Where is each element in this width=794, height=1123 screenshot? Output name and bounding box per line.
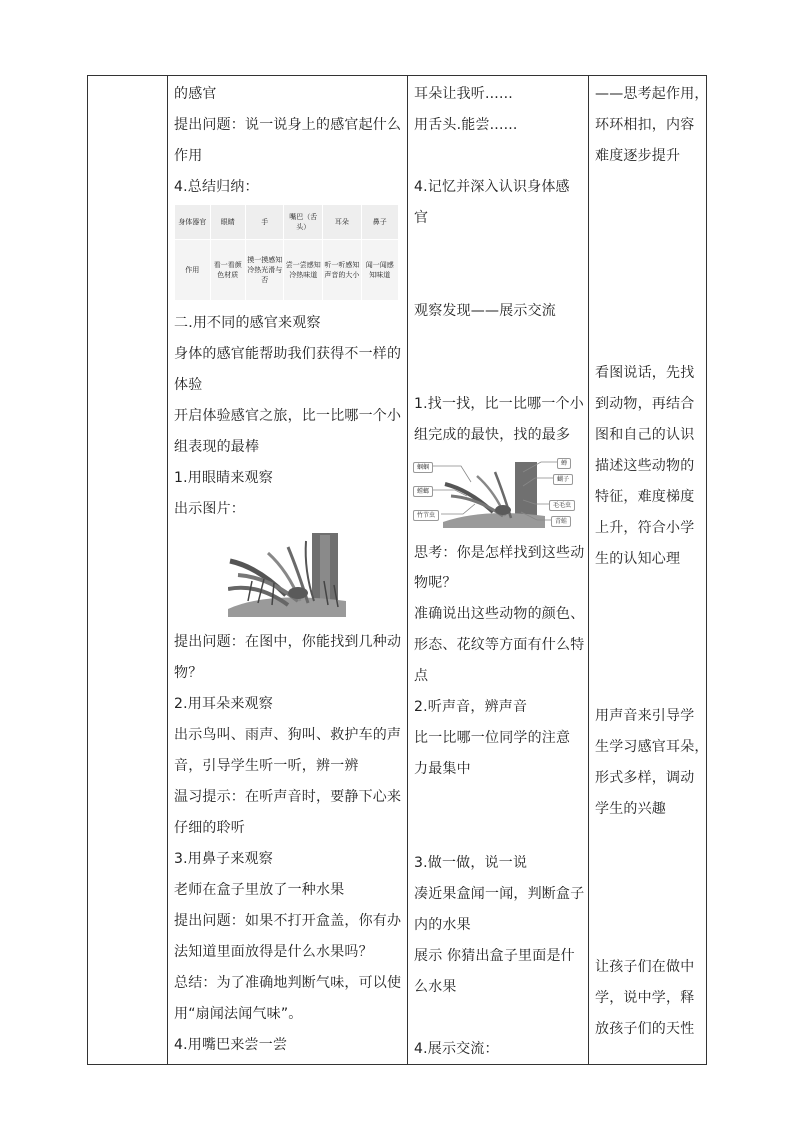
text-line: ——思考起作用，: [595, 86, 709, 102]
text-line: 特征，难度梯度: [595, 489, 695, 505]
text-line: 二.用不同的感官来观察: [174, 315, 321, 331]
table-cell: 作用: [175, 240, 211, 301]
text-line: 提出问题：如果不打开盒盖，你有办: [174, 913, 402, 929]
table-cell: 看一看颜色材质: [210, 240, 246, 301]
text-line: 力最集中: [414, 761, 471, 777]
grass-animals-picture: [228, 531, 346, 617]
table-header-cell: 身体器官: [175, 205, 211, 240]
table-header-cell: 嘴巴（舌头）: [284, 205, 323, 240]
text-line: 3.做一做，说一说: [414, 855, 528, 871]
table-cell: 尝一尝感知冷热味道: [284, 240, 323, 301]
column-student-activity: [408, 76, 588, 1064]
text-line: 比一比哪一位同学的注意: [414, 730, 571, 746]
text-line: 内的水果: [414, 917, 471, 933]
text-line: 用“扇闻法闻气味”。: [174, 1006, 303, 1022]
text-line: 展示 你猜出盒子里面是什: [414, 948, 575, 964]
animal-label: 蝈蝈: [413, 462, 433, 473]
column-teacher-activity: [168, 76, 407, 1064]
text-line: 出示图片：: [174, 501, 245, 517]
text-line: 3.用鼻子来观察: [174, 851, 273, 867]
text-line: 难度逐步提升: [595, 148, 681, 164]
animal-label: 螳螂: [413, 486, 433, 497]
animal-label: 毛毛虫: [549, 500, 575, 511]
lesson-plan-table: [87, 75, 707, 1065]
text-line: 点: [414, 668, 429, 684]
text-line: 到动物，再结合: [595, 396, 695, 412]
text-line: 物呢？: [414, 575, 457, 591]
text-line: 用声音来引导学: [595, 708, 695, 724]
text-line: 音，引导学生听一听，辨一辨: [174, 758, 359, 774]
text-line: 体验: [174, 377, 203, 393]
text-line: 温习提示：在听声音时，要静下心来: [174, 789, 402, 805]
column-1-empty: [88, 76, 167, 1064]
text-line: 提出问题：说一说身上的感官起什么: [174, 117, 402, 133]
text-line: 用舌头.能尝......: [414, 117, 518, 133]
table-cell: 闻一闻感知味道: [361, 240, 398, 301]
table-cell: 听一听感知声音的大小: [323, 240, 361, 301]
labeled-animals-picture: [411, 456, 583, 532]
text-line: 4.总结归纳：: [174, 179, 259, 195]
text-line: 耳朵让我听......: [414, 86, 513, 102]
text-line: 么水果: [414, 979, 457, 995]
text-line: 让孩子们在做中: [595, 959, 695, 975]
text-line: 学，说中学，释: [595, 990, 695, 1006]
text-line: 仔细的聆听: [174, 820, 245, 836]
column-design-intent: [589, 76, 707, 1064]
text-line: 组完成的最快，找的最多: [414, 427, 571, 443]
text-line: 观察发现——展示交流: [414, 303, 556, 319]
text-line: 法知道里面放得是什么水果吗？: [174, 944, 373, 960]
table-header-cell: 手: [246, 205, 284, 240]
text-line: 4.记忆并深入认识身体感: [414, 179, 570, 195]
text-line: 提出问题：在图中，你能找到几种动: [174, 634, 402, 650]
text-line: 放孩子们的天性: [595, 1021, 695, 1037]
text-line: 老师在盒子里放了一种水果: [174, 882, 345, 898]
text-line: 上升，符合小学: [595, 520, 695, 536]
text-line: 看图说话，先找: [595, 365, 695, 381]
text-line: 组表现的最棒: [174, 439, 260, 455]
animal-label: 竹节虫: [413, 510, 439, 521]
text-line: 作用: [174, 148, 203, 164]
text-line: 的感官: [174, 86, 217, 102]
text-line: 凑近果盒闻一闻，判断盒子: [414, 886, 585, 902]
text-line: 形式多样，调动: [595, 770, 695, 786]
text-line: 物？: [174, 665, 203, 681]
text-line: 图和自己的认识: [595, 427, 695, 443]
text-line: 1.用眼睛来观察: [174, 470, 273, 486]
table-cell: 摸一摸感知冷热光滑与否: [246, 240, 284, 301]
text-line: 2.听声音，辨声音: [414, 699, 528, 715]
text-line: 官: [414, 210, 429, 226]
text-line: 身体的感官能帮助我们获得不一样的: [174, 346, 402, 362]
text-line: 形态、花纹等方面有什么特: [414, 637, 585, 653]
animal-label: 蝴子: [553, 474, 573, 485]
text-line: 1.找一找，比一比哪一个小: [414, 396, 584, 412]
animal-label: 蝉: [557, 458, 571, 469]
text-line: 环环相扣，内容: [595, 117, 695, 133]
text-line: 总结：为了准确地判断气味，可以使: [174, 975, 402, 991]
text-line: 4.展示交流：: [414, 1041, 499, 1057]
table-header-cell: 眼睛: [210, 205, 246, 240]
text-line: 思考：你是怎样找到这些动: [414, 545, 585, 561]
table-header-cell: 耳朵: [323, 205, 361, 240]
text-line: 出示鸟叫、雨声、狗叫、救护车的声: [174, 727, 402, 743]
text-line: 描述这些动物的: [595, 458, 695, 474]
text-line: 2.用耳朵来观察: [174, 696, 273, 712]
animal-label: 青蛙: [551, 516, 571, 527]
text-line: 开启体验感官之旅，比一比哪一个小: [174, 408, 402, 424]
text-line: 生学习感官耳朵，: [595, 739, 709, 755]
text-line: 学生的兴趣: [595, 801, 666, 817]
text-line: 准确说出这些动物的颜色、: [414, 606, 585, 622]
text-line: 生的认知心理: [595, 551, 681, 567]
table-header-cell: 鼻子: [361, 205, 398, 240]
sense-organ-summary-table: [174, 204, 399, 301]
text-line: 4.用嘴巴来尝一尝: [174, 1037, 288, 1053]
